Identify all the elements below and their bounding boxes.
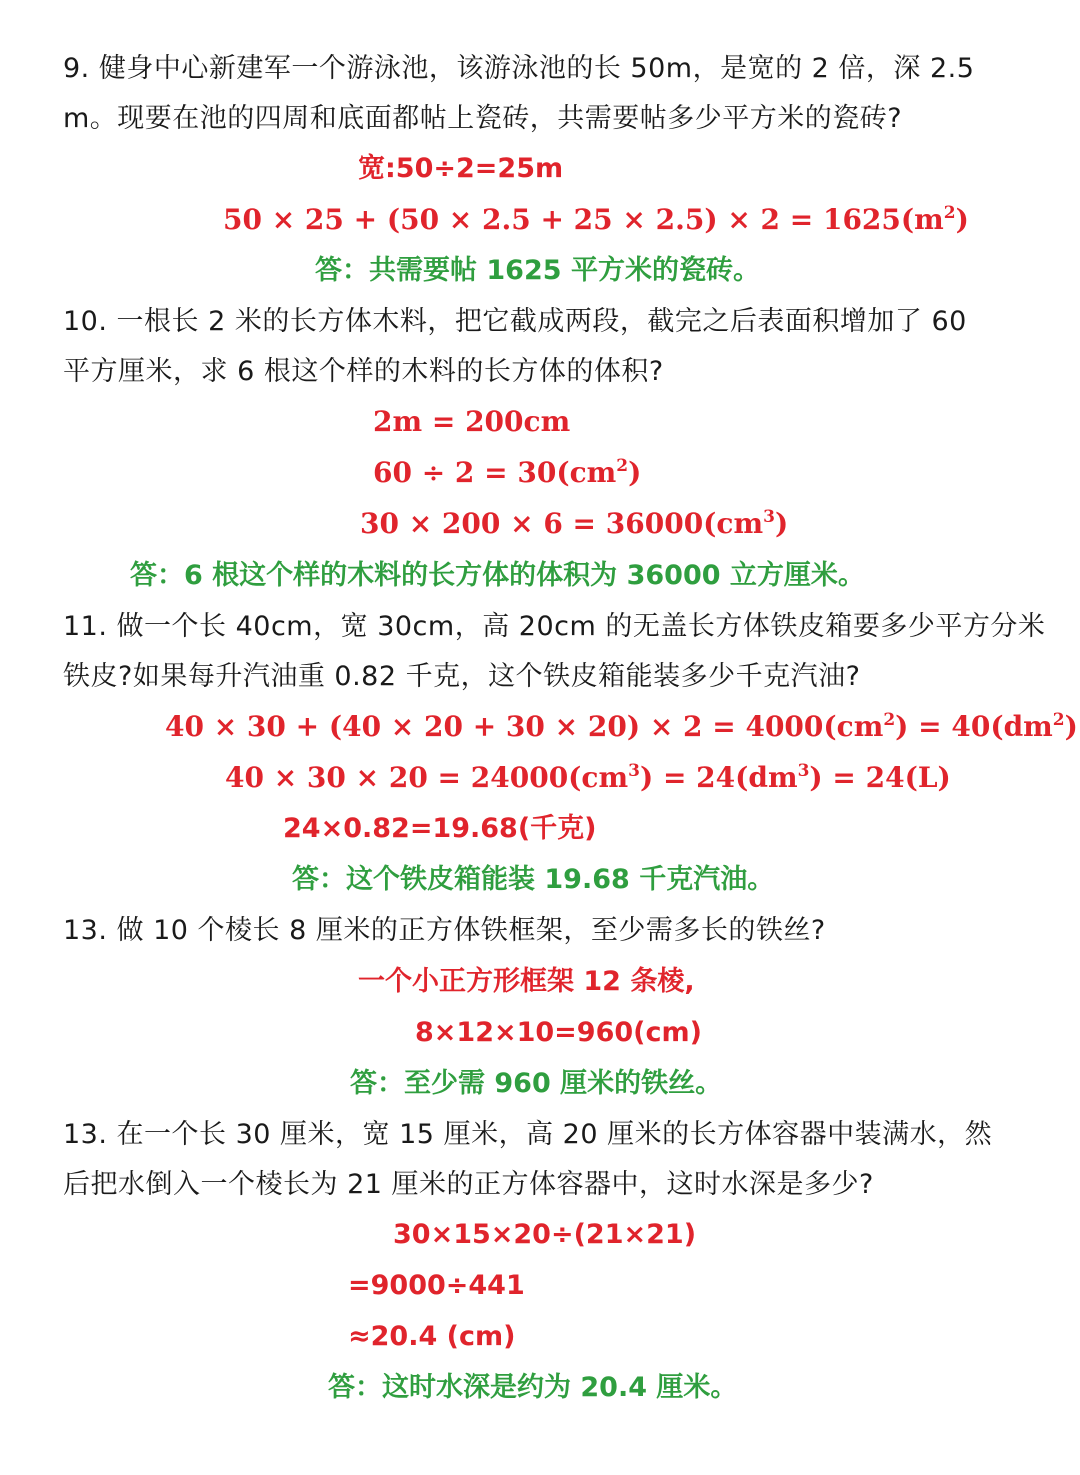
problem-11-volume-litre: ) = 24(L) <box>809 761 951 794</box>
problem-11-volume-dm: ) = 24(dm <box>639 761 798 794</box>
problem-10-face-area <box>373 456 642 489</box>
problem-11-area-formula-text: 40 × 30 + (40 × 20 + 30 × 20) × 2 = 4000(cm <box>165 710 884 743</box>
problem-11-area-formula <box>165 710 1078 743</box>
superscript-2: 2 <box>943 203 956 223</box>
close-paren: ) <box>628 456 642 489</box>
problem-13b-step-1: 30×15×20÷(21×21) <box>393 1219 697 1250</box>
problem-11-question-line-1: 11. 做一个长 40cm，宽 30cm，高 20cm 的无盖长方体铁皮箱要多少平方分米 <box>63 611 1046 642</box>
problem-13a-question-line-1: 13. 做 10 个棱长 8 厘米的正方体铁框架，至少需多长的铁丝? <box>63 915 826 946</box>
problem-13a-note: 一个小正方形框架 12 条棱, <box>358 966 695 997</box>
superscript-2: 2 <box>616 456 629 476</box>
problem-9-area-formula-text: 50 × 25 + (50 × 2.5 + 25 × 2.5) × 2 = 1625(m <box>223 203 944 236</box>
superscript-2: 2 <box>1052 710 1065 730</box>
problem-10-answer: 答：6 根这个样的木料的长方体的体积为 36000 立方厘米。 <box>130 560 865 591</box>
problem-13b-step-3: ≈20.4 (cm) <box>348 1321 516 1352</box>
problem-13b-question-line-1: 13. 在一个长 30 厘米，宽 15 厘米，高 20 厘米的长方体容器中装满水，然 <box>63 1119 993 1150</box>
problem-9-question-line-2: m。现要在池的四周和底面都帖上瓷砖，共需要帖多少平方米的瓷砖? <box>63 103 903 134</box>
superscript-3: 3 <box>628 761 640 781</box>
superscript-3: 3 <box>763 507 775 527</box>
problem-13b-question-line-2: 后把水倒入一个棱长为 21 厘米的正方体容器中，这时水深是多少? <box>63 1169 874 1200</box>
problem-10-question-line-2: 平方厘米，求 6 根这个样的木料的长方体的体积? <box>63 356 664 387</box>
problem-10-volume <box>360 507 789 540</box>
problem-10-question-line-1: 10. 一根长 2 米的长方体木料，把它截成两段，截完之后表面积增加了 60 <box>63 306 967 337</box>
problem-11-volume-formula <box>225 761 951 794</box>
problem-11-answer: 答：这个铁皮箱能装 19.68 千克汽油。 <box>292 864 775 895</box>
problem-9-answer: 答：共需要帖 1625 平方米的瓷砖。 <box>315 255 760 286</box>
problem-10-unit-conversion: 2m = 200cm <box>373 405 571 438</box>
problem-13a-answer: 答：至少需 960 厘米的铁丝。 <box>350 1068 723 1099</box>
problem-10-face-area-text: 60 ÷ 2 = 30(cm <box>373 456 617 489</box>
problem-11-area-dm: ) = 40(dm <box>895 710 1053 743</box>
superscript-2: 2 <box>883 710 896 730</box>
problem-9-area-formula <box>223 203 969 236</box>
close-paren: ) <box>955 203 969 236</box>
problem-11-weight-calc: 24×0.82=19.68(千克) <box>283 813 597 844</box>
problem-11-volume-formula-text: 40 × 30 × 20 = 24000(cm <box>225 761 629 794</box>
problem-11-question-line-2: 铁皮?如果每升汽油重 0.82 千克，这个铁皮箱能装多少千克汽油? <box>63 661 861 692</box>
problem-13b-answer: 答：这时水深是约为 20.4 厘米。 <box>328 1372 738 1403</box>
problem-9-question-line-1: 9. 健身中心新建军一个游泳池，该游泳池的长 50m，是宽的 2 倍，深 2.5 <box>63 53 975 84</box>
problem-13b-step-2: =9000÷441 <box>348 1270 525 1301</box>
problem-13a-length-calc: 8×12×10=960(cm) <box>415 1017 702 1048</box>
close-paren: ) <box>774 507 789 540</box>
close-paren: ) <box>1064 710 1078 743</box>
problem-9-width-calc: 宽:50÷2=25m <box>358 153 564 184</box>
problem-10-volume-text: 30 × 200 × 6 = 36000(cm <box>360 507 764 540</box>
superscript-3: 3 <box>797 761 810 781</box>
